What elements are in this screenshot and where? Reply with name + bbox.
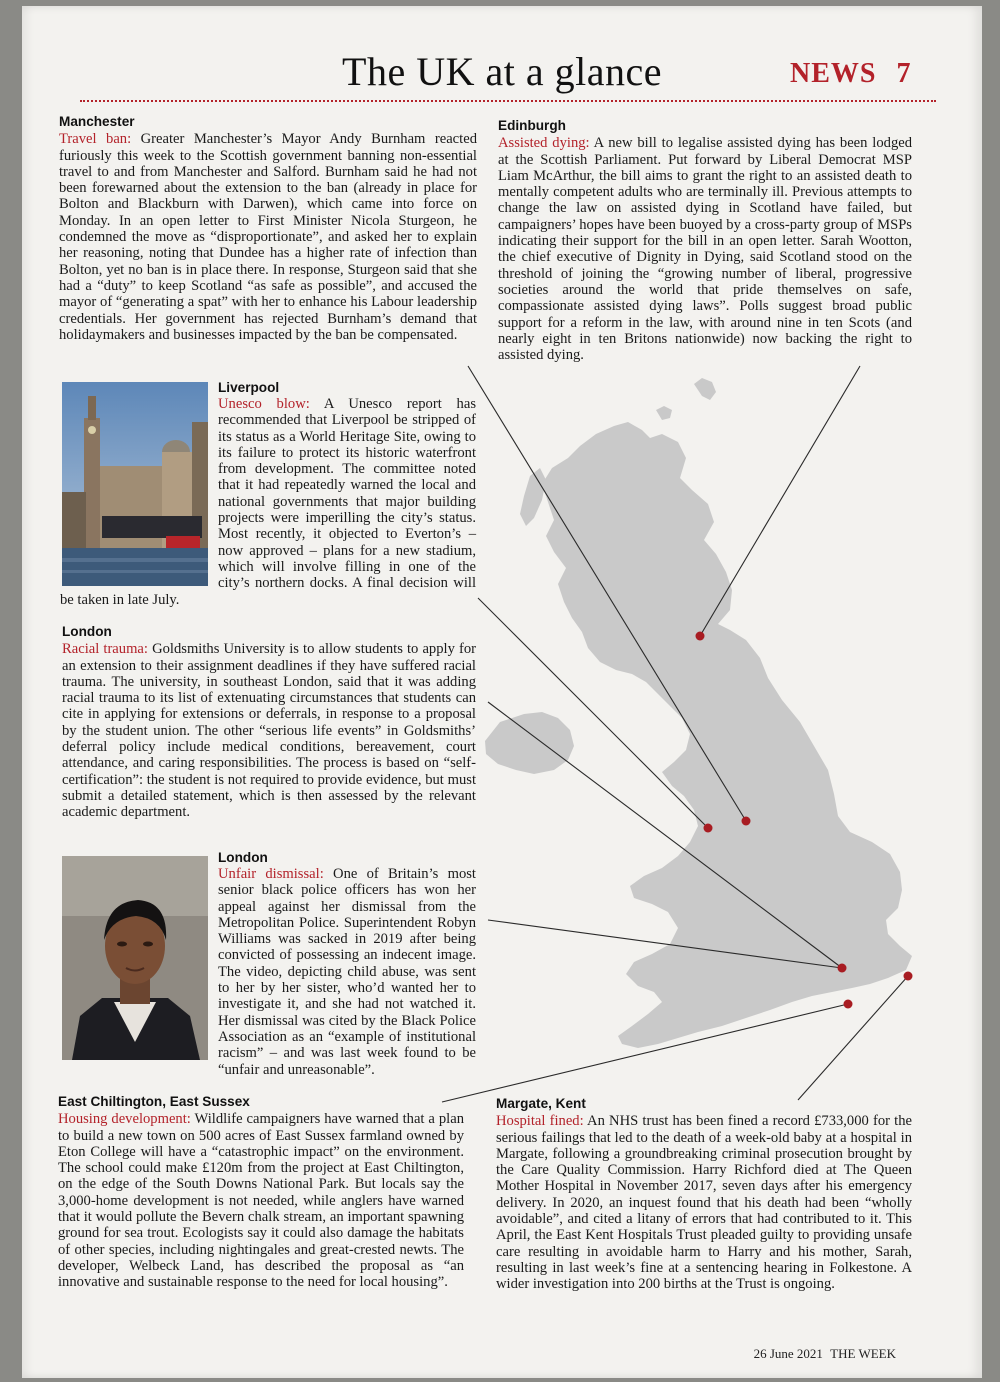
story-margate xyxy=(496,1096,912,1293)
map-orkney xyxy=(656,406,672,420)
story-body: One of Britain’s most senior black police officers has won her appeal against her dismissal from the Metropolitan Police. Superintendent Robyn Williams was sacked in 2019 after being convicted of possessing an indecent image. The video, depicting child abuse, was sent to her by her sister, who’d wanted her to investigate it, and she had not watched it. Her dismissal was cited by the Black Police Association as an “example of institutional racism” – and was last week found to be “unfair and unreasonable”. xyxy=(218,866,476,1078)
dot-edinburgh xyxy=(696,632,705,641)
page-number: 7 xyxy=(896,58,912,89)
story-kicker: Assisted dying: xyxy=(498,135,590,152)
section-name: NEWS xyxy=(790,58,877,89)
story-liverpool-text xyxy=(60,396,476,608)
dot-margate xyxy=(904,972,913,981)
story-kicker: Racial trauma: xyxy=(62,641,148,658)
story-kicker: Unfair dismissal: xyxy=(218,866,324,882)
story-body: Goldsmiths University is to allow students to apply for an extension to their assignment deadlines if they have suffered racial trauma. The university, in southeast London, said that it was adding racial trauma to its list of extenuating circumstances that students can cite in applying for extensions or deferrals, in response to a proposal by the student union. The other “serious life events” in Goldsmiths’ deferral policy include medical conditions, bereavement, court attendance, and caring responsibilities. The process is based on “self-certification”: the student is not required to provide evidence, but must submit a detailed statement, which is then assessed by the relevant academic department. xyxy=(62,641,476,821)
map-hebrides xyxy=(520,468,546,526)
map-northern-ireland xyxy=(485,712,574,774)
story-body: An NHS trust has been fined a record £733,000 for the serious failings that led to the death of a week-old baby at a hospital in Margate, following a groundbreaking criminal prosecution brought by the Care Quality Commission. Harry Richford died at The Queen Mother Hospital in November 2017, seven days after his emergency delivery. In 2020, an inquest found that his death had been “wholly avoidable”, and cited a litany of errors that had contributed to it. This April, the East Kent Hospitals Trust pleaded guilty to providing unsafe care resulting in avoidable harm to Harry and his mother, Sarah, resulting in last week’s fine at a sentencing hearing in Folkestone. A wider investigation into 200 births at the Trust is ongoing. xyxy=(496,1113,913,1293)
story-body: Wildlife campaigners have warned that a plan to build a new town on 500 acres of East Sussex farmland owned by Eton College will have a “catastrophic impact” on the environment. The school could make £120m from the project at East Chiltington, on the edge of the South Downs National Park. But locals say the 3,000-home development is not needed, while anglers have warned that it would pollute the Bevern chalk stream, an important spawning ground for sea trout. Ecologists say it could also damage the habitats of other species, including nightingales and great-crested newts. The developer, Welbeck Land, has described the proposal as “an innovative and sustainable response to the need for local housing”. xyxy=(58,1111,464,1291)
magazine-page xyxy=(22,6,982,1378)
story-place: Margate, Kent xyxy=(496,1096,586,1111)
story-body: Greater Manchester’s Mayor Andy Burnham reacted furiously this week to the Scottish government banning non-essential travel to and from Manchester and Salford. Burnham said he had not been forewarned about the extension to the ban (already in place for Bolton and Blackburn with Darwen), which came into force on Monday. In an open letter to First Minister Nicola Sturgeon, he condemned the move as “disproportionate”, and asked her to explain her reasoning, noting that Dundee has a higher rate of infection than Bolton, yet no ban is in place there. In response, Sturgeon said that she had a “duty” to keep Scotland “as safe as possible”, and accused the mayor of “generating a spat” with her to enhance his Labour leadership credentials. Her government has rejected Burnham’s demand that holidaymakers and businesses impacted by the ban be compensated. xyxy=(59,131,477,343)
page-title: The UK at a glance xyxy=(342,49,662,94)
story-place: London xyxy=(218,850,268,865)
story-place: East Chiltington, East Sussex xyxy=(58,1094,250,1109)
dot-london xyxy=(838,964,847,973)
story-body: A new bill to legalise assisted dying has been lodged at the Scottish Parliament. Put forward by Liberal Democrat MSP Liam McArthur, the bill aims to grant the right to an assisted death to mentally competent adults who are terminally ill. Previous attempts to change the law on assisted dying in Scotland have failed, but campaigners’ hopes have been buoyed by a cross-party group of MSPs indicating their support for the bill in an open letter. Sarah Wootton, the chief executive of Dignity in Dying, said Scotland stood on the threshold of joining the “growing number of liberal, progressive societies around the world that pride themselves on safe, compassionate assisted dying laws”. Polls suggest broad public support for a reform in the law, with around nine in ten Scots (and nearly eight in ten Britons nationwide) now backing the right to assisted dying. xyxy=(498,135,913,364)
story-body: A Unesco report has recommended that Liverpool be stripped of its status as a World Heritage Site, owing to its failure to protect its historic waterfront from development. The committee noted that it had repeatedly warned the local and national governments that major building projects were imperilling the city’s status. Most recently, it objected to Everton’s – now approved – plans for a new stadium, which will involve filling in one of the city’s northern docks. A final decision will be taken in late July. xyxy=(60,396,476,608)
story-place: Liverpool xyxy=(218,380,280,395)
story-london-racial-trauma xyxy=(62,624,476,821)
story-london-unfair-dismissal-head xyxy=(218,850,476,867)
map-great-britain xyxy=(542,422,912,1048)
page-footer xyxy=(754,1346,896,1362)
pointer-line-edinburgh xyxy=(700,366,860,636)
story-kicker: Travel ban: xyxy=(59,131,132,148)
story-manchester xyxy=(59,114,477,343)
story-liverpool xyxy=(218,380,476,397)
story-place: London xyxy=(62,624,112,639)
footer-date: 26 June 2021 xyxy=(753,1346,823,1361)
map-shetland xyxy=(694,378,716,400)
story-kicker: Unesco blow: xyxy=(218,396,310,412)
story-edinburgh xyxy=(498,118,912,363)
story-kicker: Hospital fined: xyxy=(496,1113,584,1130)
dot-east-chiltington xyxy=(844,1000,853,1009)
story-kicker: Housing development: xyxy=(58,1111,191,1128)
story-place: Manchester xyxy=(59,114,135,129)
story-east-chiltington xyxy=(58,1094,464,1291)
dot-liverpool xyxy=(704,824,713,833)
story-place: Edinburgh xyxy=(498,118,566,133)
story-london-unfair-dismissal xyxy=(60,866,476,1078)
dot-manchester xyxy=(742,817,751,826)
footer-publication: THE WEEK xyxy=(830,1346,896,1361)
